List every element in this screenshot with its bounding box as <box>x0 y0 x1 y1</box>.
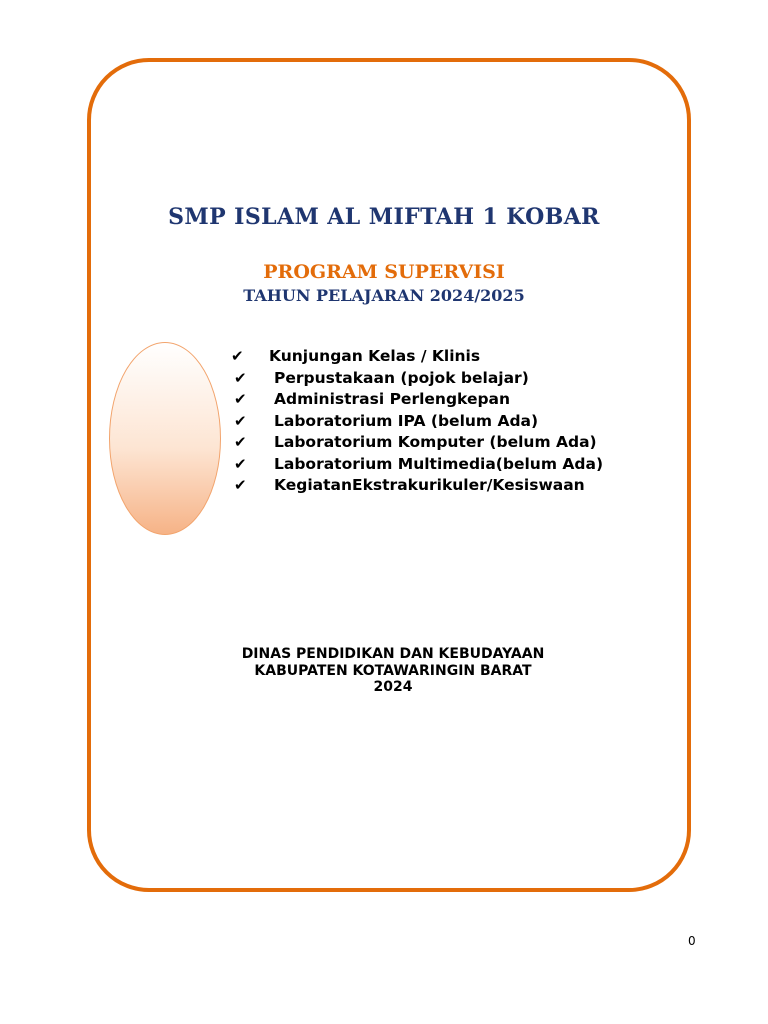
list-item <box>228 368 698 390</box>
checkmark-icon: ✔ <box>234 411 247 430</box>
supervision-checklist <box>228 346 698 497</box>
year-line: 2024 <box>373 679 413 695</box>
list-item-text: KegiatanEkstrakurikuler/Kesiswaan <box>274 476 585 494</box>
page-number: 0 <box>688 934 696 948</box>
office-name-line: DINAS PENDIDIKAN DAN KEBUDAYAAN <box>241 646 545 662</box>
program-title: PROGRAM SUPERVISI <box>263 261 505 283</box>
checkmark-icon: ✔ <box>231 347 244 365</box>
list-item-text: Kunjungan Kelas / Klinis <box>269 347 481 365</box>
list-item <box>228 389 698 411</box>
checkmark-icon: ✔ <box>234 454 247 473</box>
list-item-text: Perpustakaan (pojok belajar) <box>274 368 529 387</box>
list-item-text: Laboratorium IPA (belum Ada) <box>274 411 539 430</box>
list-item <box>228 432 698 454</box>
list-item-text: Administrasi Perlengkepan <box>274 390 511 408</box>
regency-name-line: KABUPATEN KOTAWARINGIN BARAT <box>254 662 532 679</box>
checkmark-icon: ✔ <box>234 433 247 451</box>
checkmark-icon: ✔ <box>234 368 247 387</box>
list-item <box>228 454 698 476</box>
checkmark-icon: ✔ <box>234 476 247 494</box>
list-item <box>228 346 698 368</box>
list-item-text: Laboratorium Komputer (belum Ada) <box>274 433 597 451</box>
list-item <box>228 475 698 497</box>
issuing-office-block <box>0 646 768 696</box>
decorative-oval-shape <box>109 342 221 535</box>
academic-year-title: TAHUN PELAJARAN 2024/2025 <box>243 286 525 305</box>
checkmark-icon: ✔ <box>234 390 247 408</box>
list-item <box>228 411 698 433</box>
list-item-text: Laboratorium Multimedia(belum Ada) <box>274 454 604 473</box>
school-name-title: SMP ISLAM AL MIFTAH 1 KOBAR <box>168 204 600 230</box>
